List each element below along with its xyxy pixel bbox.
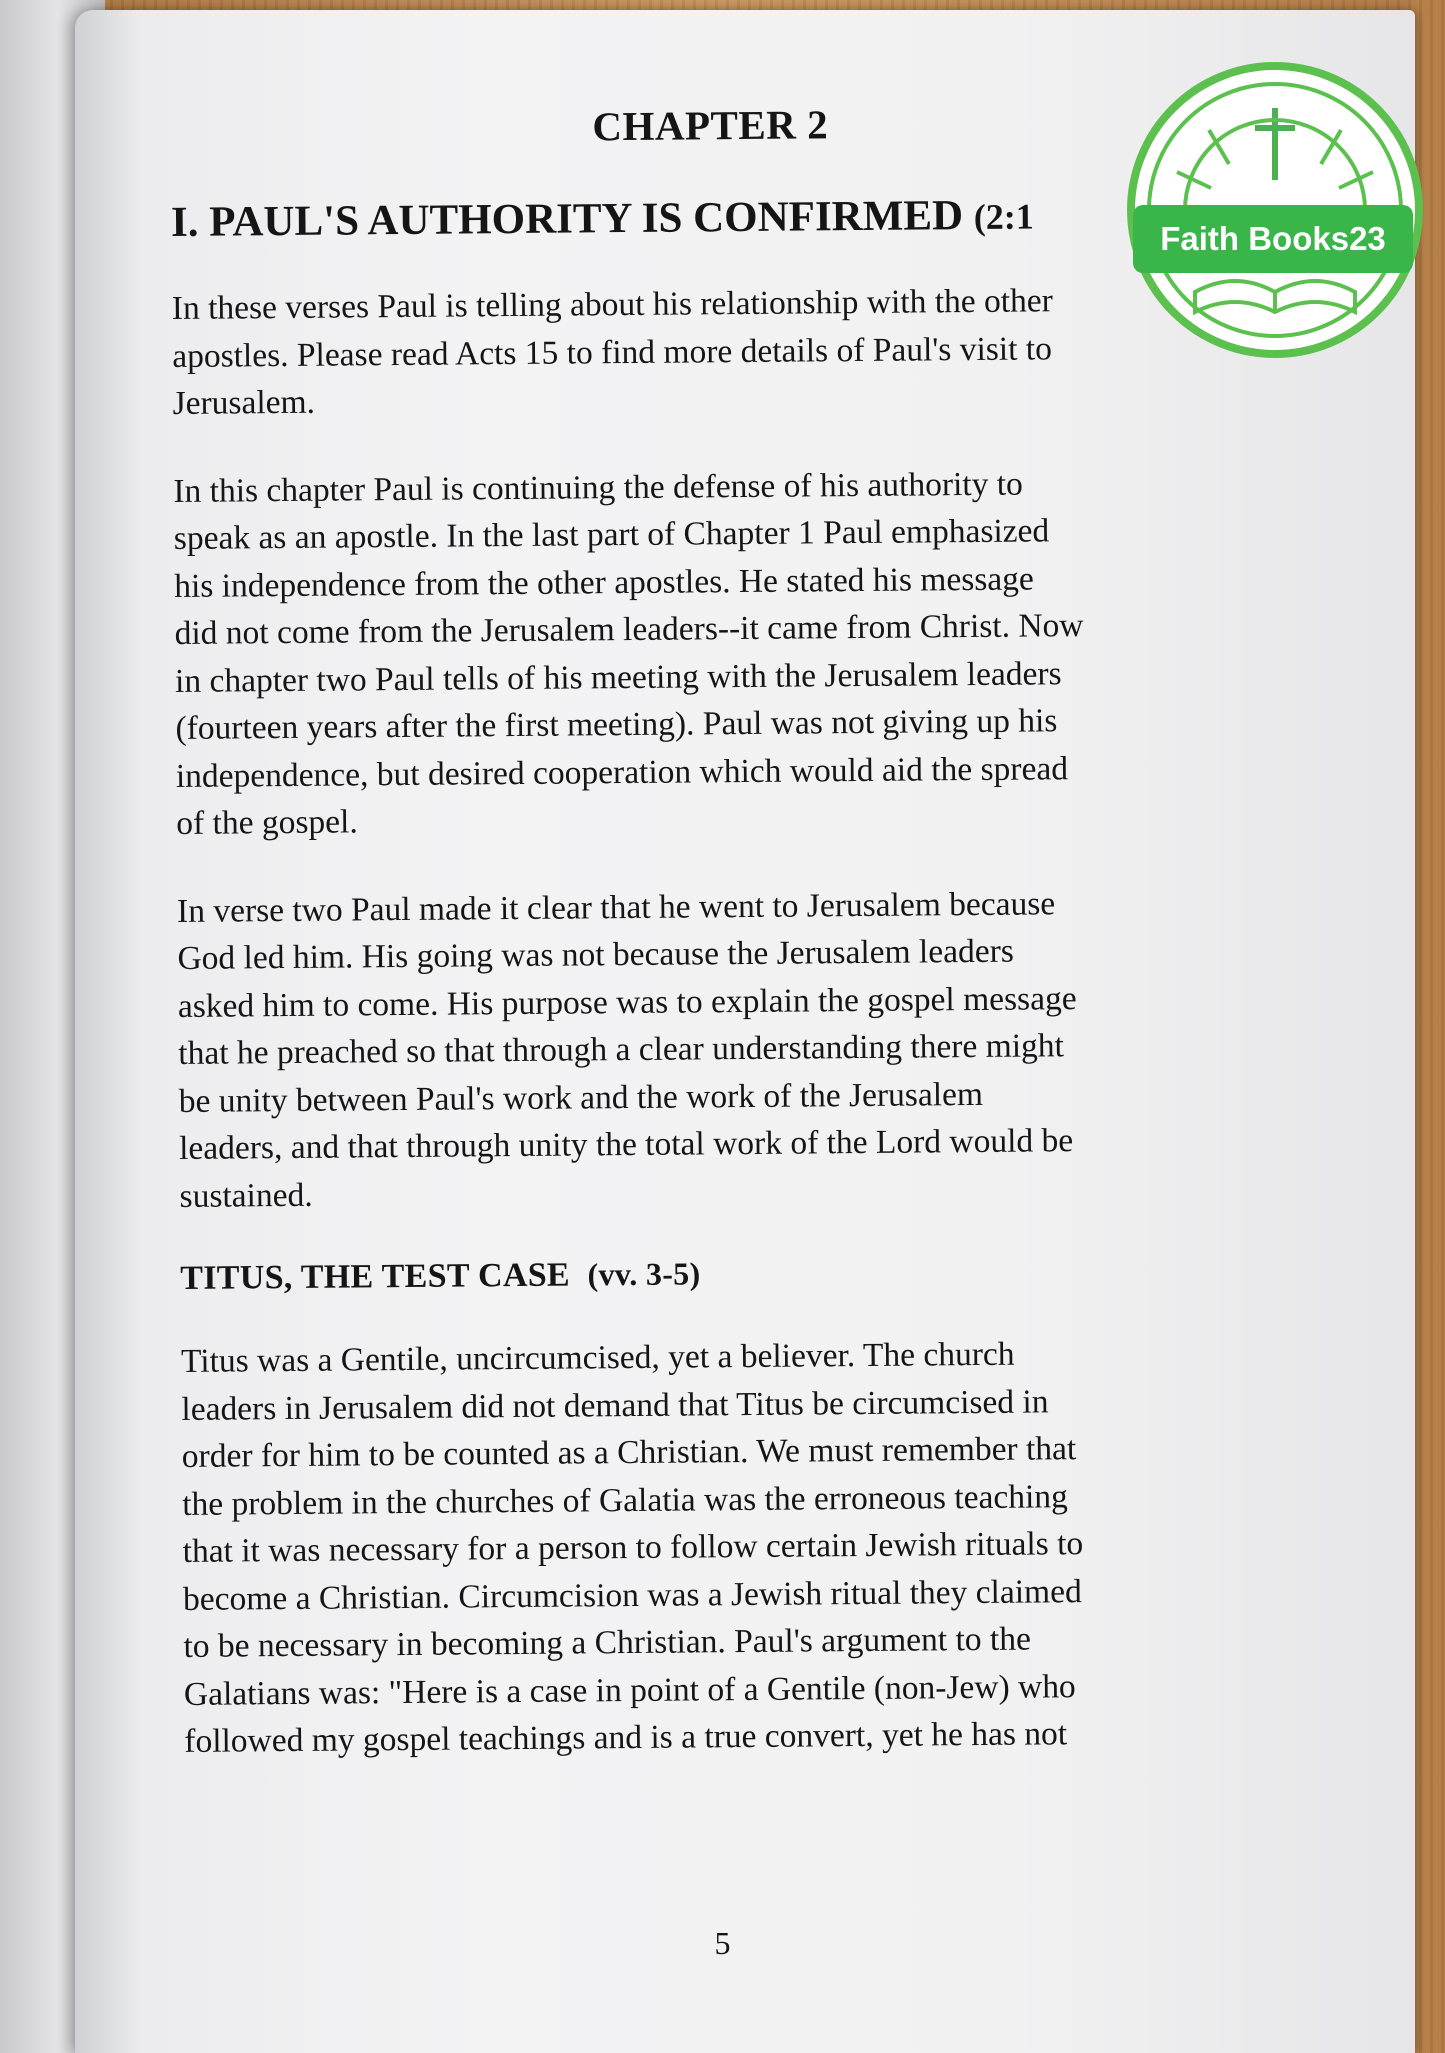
text-line: of the gospel.	[176, 803, 358, 842]
section-heading-ref: (2:1	[973, 196, 1034, 237]
subheading-ref: (vv. 3-5)	[587, 1255, 701, 1293]
text-line: Galatians was: "Here is a case in point of a Gentile (non-Jew) who	[183, 1667, 1076, 1713]
chapter-title: CHAPTER 2	[592, 101, 829, 150]
text-line: did not come from the Jerusalem leaders--it came from Christ. Now	[174, 607, 1084, 652]
text-line: followed my gospel teachings and is a true convert, yet he has not	[184, 1715, 1068, 1760]
paragraph-verse-two	[177, 878, 1260, 1220]
text-line: become a Christian. Circumcision was a Jewish ritual they claimed	[182, 1572, 1082, 1618]
text-line: order for him to be counted as a Christian. We must remember that	[181, 1430, 1077, 1475]
page-content	[170, 91, 1264, 1766]
text-line: to be necessary in becoming a Christian. Paul's argument to the	[183, 1620, 1032, 1665]
text-line: sustained.	[179, 1176, 313, 1215]
text-line: leaders, and that through unity the total work of the Lord would be	[178, 1122, 1074, 1167]
text-line: Titus was a Gentile, uncircumcised, yet a believer. The church	[180, 1335, 1015, 1380]
text-line: In these verses Paul is telling about his relationship with the other	[171, 282, 1054, 327]
text-line: Jerusalem.	[172, 383, 316, 422]
section-heading-title: I. PAUL'S AUTHORITY IS CONFIRMED	[170, 192, 964, 246]
text-line: be unity between Paul's work and the work of the Jerusalem	[178, 1075, 984, 1120]
text-line: In this chapter Paul is continuing the defense of his authority to	[173, 465, 1023, 510]
section-heading	[171, 189, 1251, 247]
subheading-titus	[180, 1251, 1260, 1298]
text-line: asked him to come. His purpose was to explain the gospel message	[177, 979, 1077, 1025]
paragraph-titus	[181, 1329, 1265, 1766]
paragraph-intro	[172, 276, 1253, 428]
page-number: 5	[714, 1925, 731, 1961]
text-line: that he preached so that through a clear understanding there might	[178, 1027, 1065, 1072]
text-line: (fourteen years after the first meeting). Paul was not giving up his	[175, 702, 1058, 747]
text-line: that it was necessary for a person to follow certain Jewish rituals to	[182, 1525, 1084, 1570]
text-line: in chapter two Paul tells of his meeting with the Jerusalem leaders	[174, 654, 1062, 700]
text-line: apostles. Please read Acts 15 to find more details of Paul's visit to	[172, 329, 1053, 375]
text-line: In verse two Paul made it clear that he went to Jerusalem because	[176, 884, 1056, 930]
text-line: speak as an apostle. In the last part of Chapter 1 Paul emphasized	[173, 512, 1050, 557]
text-line: independence, but desired cooperation which would aid the spread	[175, 749, 1069, 795]
text-line: God led him. His going was not because the Jerusalem leaders	[177, 932, 1014, 977]
subheading-title: TITUS, THE TEST CASE	[180, 1256, 571, 1297]
text-line: his independence from the other apostles. He stated his message	[174, 559, 1034, 605]
text-line: leaders in Jerusalem did not demand that Titus be circumcised in	[181, 1382, 1049, 1428]
text-line: the problem in the churches of Galatia was the erroneous teaching	[182, 1477, 1068, 1523]
paragraph-defense	[173, 458, 1256, 847]
watermark-badge: Faith Books23	[1133, 205, 1413, 273]
